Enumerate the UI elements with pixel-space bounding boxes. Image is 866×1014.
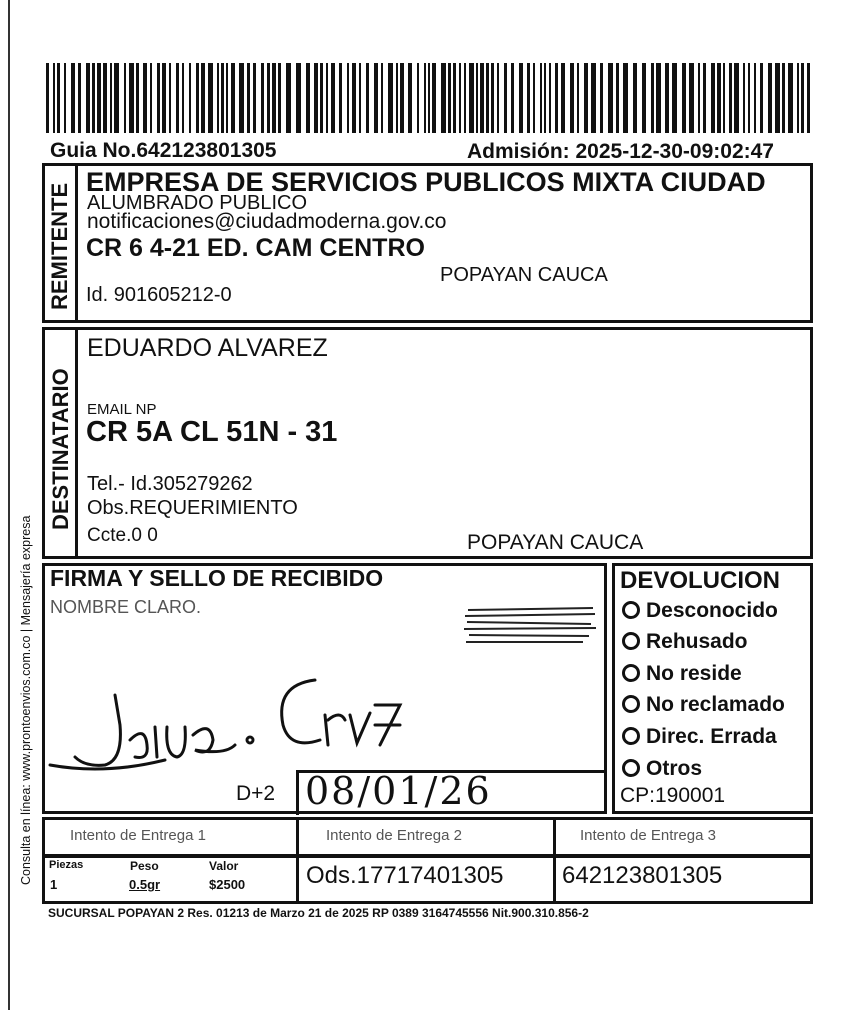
- stamp-smudge: [463, 602, 598, 650]
- ods-number: Ods.17717401305: [306, 862, 504, 889]
- barcode-bar: [788, 63, 793, 133]
- barcode-bar: [486, 63, 489, 133]
- postal-code: CP:190001: [620, 784, 726, 807]
- barcode-bar: [396, 63, 398, 133]
- recibido-subtitle: NOMBRE CLARO.: [50, 597, 202, 617]
- barcode-bar: [511, 63, 514, 133]
- radio-icon: [622, 601, 640, 619]
- barcode-bar: [441, 63, 446, 133]
- barcode-bar: [469, 63, 474, 133]
- barcode-bar: [157, 63, 160, 133]
- barcode-bar: [665, 63, 669, 133]
- remitente-address: CR 6 4-21 ED. CAM CENTRO: [86, 234, 425, 262]
- piezas-value: 1: [50, 877, 58, 892]
- barcode-bar: [782, 63, 785, 133]
- piezas-label: Piezas: [49, 859, 84, 871]
- remitente-divider: [75, 164, 78, 321]
- barcode-bar: [616, 63, 619, 133]
- barcode-bar: [162, 63, 166, 133]
- barcode-bar: [381, 63, 383, 133]
- barcode-bar: [711, 63, 715, 133]
- barcode-bar: [176, 63, 179, 133]
- option-desconocido: Desconocido: [622, 599, 778, 623]
- barcode-bar: [253, 63, 256, 133]
- destinatario-phone: Tel.- Id.305279262: [87, 473, 253, 495]
- barcode-bar: [320, 63, 323, 133]
- barcode-bar: [46, 63, 49, 133]
- barcode-bar: [417, 63, 419, 133]
- barcode-bar: [267, 63, 270, 133]
- barcode-bar: [261, 63, 264, 133]
- barcode-bar: [424, 63, 426, 133]
- barcode-bar: [247, 63, 250, 133]
- barcode-bar: [480, 63, 484, 133]
- barcode-bar: [366, 63, 369, 133]
- barcode-bar: [314, 63, 318, 133]
- barcode-bar: [331, 63, 335, 133]
- barcode-bar: [717, 63, 721, 133]
- barcode-bar: [196, 63, 199, 133]
- remitente-company: EMPRESA DE SERVICIOS PUBLICOS MIXTA CIUDAD: [86, 167, 766, 197]
- barcode-bar: [555, 63, 558, 133]
- destinatario-name: EDUARDO ALVAREZ: [87, 334, 328, 362]
- barcode-bar: [584, 63, 588, 133]
- barcode-bar: [124, 63, 126, 133]
- barcode-bar: [400, 63, 404, 133]
- barcode-bar: [71, 63, 75, 133]
- barcode-bar: [698, 63, 700, 133]
- barcode-bar: [623, 63, 628, 133]
- admission-datetime: Admisión: 2025-12-30-09:02:47: [467, 140, 774, 163]
- barcode-bar: [651, 63, 654, 133]
- barcode-bar: [129, 63, 134, 133]
- barcode-bar: [519, 63, 523, 133]
- barcode-bar: [491, 63, 494, 133]
- detalle-divider-1: [296, 856, 299, 902]
- guia-number: Guia No.642123801305: [50, 139, 277, 162]
- peso-label: Peso: [130, 859, 159, 873]
- barcode-bar: [64, 63, 66, 133]
- barcode-bar: [150, 63, 152, 133]
- barcode-bar: [540, 63, 542, 133]
- valor-value: $2500: [209, 877, 246, 892]
- radio-icon: [622, 664, 640, 682]
- destinatario-label: DESTINATARIO: [48, 368, 73, 530]
- destinatario-obs: Obs.REQUERIMIENTO: [87, 497, 298, 519]
- barcode-bar: [347, 63, 349, 133]
- barcode-bar: [189, 63, 191, 133]
- footer-text: SUCURSAL POPAYAN 2 Res. 01213 de Marzo 21 de 2025 RP 0389 3164745556 Nit.900.310.856-2: [48, 906, 589, 920]
- barcode-bar: [432, 63, 436, 133]
- barcode-bar: [544, 63, 546, 133]
- barcode-bar: [208, 63, 213, 133]
- remitente-email: notificaciones@ciudadmoderna.gov.co: [87, 210, 447, 233]
- barcode-bar: [239, 63, 244, 133]
- barcode-bar: [388, 63, 393, 133]
- barcode-bar: [734, 63, 739, 133]
- barcode-bar: [448, 63, 451, 133]
- barcode-bar: [797, 63, 799, 133]
- option-rehusado: Rehusado: [622, 630, 748, 654]
- barcode-bar: [286, 63, 291, 133]
- intento-3: Intento de Entrega 3: [580, 827, 716, 844]
- intento-1: Intento de Entrega 1: [70, 827, 206, 844]
- intento-2: Intento de Entrega 2: [326, 827, 462, 844]
- option-no-reside: No reside: [622, 662, 742, 686]
- barcode-bar: [296, 63, 301, 133]
- barcode-bar: [591, 63, 596, 133]
- barcode-bar: [359, 63, 361, 133]
- service-type: D+2: [236, 782, 276, 805]
- barcode-bar: [760, 63, 763, 133]
- guia-number-bottom: 642123801305: [562, 862, 723, 889]
- option-no-reclamado: No reclamado: [622, 693, 785, 717]
- barcode-bar: [201, 63, 205, 133]
- barcode-bar: [306, 63, 310, 133]
- barcode-bar: [272, 63, 276, 133]
- scan-edge: [8, 0, 10, 1010]
- barcode-bar: [689, 63, 694, 133]
- barcode-bar: [549, 63, 551, 133]
- barcode-bar: [86, 63, 90, 133]
- barcode-bar: [459, 63, 461, 133]
- barcode-bar: [656, 63, 661, 133]
- destinatario-divider: [75, 328, 78, 557]
- barcode-bar: [97, 63, 101, 133]
- barcode-bar: [92, 63, 95, 133]
- detalle-divider-2: [553, 856, 556, 902]
- barcode-bar: [703, 63, 706, 133]
- barcode-bar: [570, 63, 574, 133]
- barcode-bar: [110, 63, 112, 133]
- barcode-bar: [775, 63, 780, 133]
- remitente-id: Id. 901605212-0: [86, 284, 232, 306]
- barcode-bar: [221, 63, 224, 133]
- barcode-bar: [729, 63, 732, 133]
- handwritten-date: 08/01/26: [305, 769, 492, 813]
- handwritten-signature: [45, 665, 415, 785]
- barcode-bar: [527, 63, 530, 133]
- intentos-divider-1: [296, 818, 299, 856]
- option-otros: Otros: [622, 757, 702, 781]
- barcode-bar: [633, 63, 637, 133]
- barcode-bar: [748, 63, 750, 133]
- barcode-bar: [497, 63, 499, 133]
- destinatario-email: EMAIL NP: [87, 401, 157, 418]
- side-consulta-text: Consulta en línea: www.prontoenvios.com.co | Mensajería expresa: [19, 515, 33, 885]
- barcode-bar: [374, 63, 378, 133]
- radio-icon: [622, 695, 640, 713]
- barcode-bar: [453, 63, 456, 133]
- valor-label: Valor: [209, 859, 239, 873]
- barcode-bar: [600, 63, 603, 133]
- barcode-bar: [743, 63, 745, 133]
- destinatario-address: CR 5A CL 51N - 31: [86, 416, 338, 448]
- barcode-bar: [143, 63, 147, 133]
- devolucion-title: DEVOLUCION: [620, 567, 781, 594]
- barcode-bar: [682, 63, 686, 133]
- barcode-bar: [78, 63, 81, 133]
- barcode-bar: [723, 63, 725, 133]
- barcode-bar: [169, 63, 171, 133]
- radio-icon: [622, 759, 640, 777]
- destinatario-ccte: Ccte.0 0: [87, 525, 158, 546]
- barcode-bar: [114, 63, 119, 133]
- remitente-label: REMITENTE: [47, 182, 72, 310]
- radio-icon: [622, 632, 640, 650]
- barcode-bar: [326, 63, 328, 133]
- barcode-bar: [428, 63, 430, 133]
- intentos-divider-2: [553, 818, 556, 856]
- barcode-bar: [801, 63, 804, 133]
- barcode-bar: [217, 63, 219, 133]
- peso-value: 0.5gr: [129, 877, 161, 892]
- remitente-city: POPAYAN CAUCA: [440, 264, 608, 286]
- barcode-bar: [408, 63, 412, 133]
- barcode-bar: [504, 63, 507, 133]
- barcode-bar: [577, 63, 579, 133]
- barcode-bar: [226, 63, 228, 133]
- barcode-bar: [672, 63, 677, 133]
- barcode-bar: [57, 63, 60, 133]
- barcode-bar: [561, 63, 565, 133]
- barcode-bar: [464, 63, 466, 133]
- barcode-bar: [278, 63, 281, 133]
- destinatario-city: POPAYAN CAUCA: [467, 531, 644, 554]
- barcode-bar: [136, 63, 139, 133]
- barcode-bar: [182, 63, 184, 133]
- barcode: [46, 63, 812, 133]
- recibido-title: FIRMA Y SELLO DE RECIBIDO: [50, 565, 384, 591]
- barcode-bar: [339, 63, 342, 133]
- barcode-bar: [352, 63, 356, 133]
- barcode-bar: [768, 63, 772, 133]
- barcode-bar: [807, 63, 810, 133]
- option-direc-errada: Direc. Errada: [622, 725, 777, 749]
- barcode-bar: [608, 63, 613, 133]
- remitente-department: ALUMBRADO PUBLICO: [87, 192, 308, 214]
- barcode-bar: [476, 63, 478, 133]
- barcode-bar: [754, 63, 756, 133]
- barcode-bar: [533, 63, 535, 133]
- barcode-bar: [642, 63, 646, 133]
- barcode-bar: [103, 63, 107, 133]
- barcode-bar: [53, 63, 55, 133]
- radio-icon: [622, 727, 640, 745]
- barcode-bar: [231, 63, 235, 133]
